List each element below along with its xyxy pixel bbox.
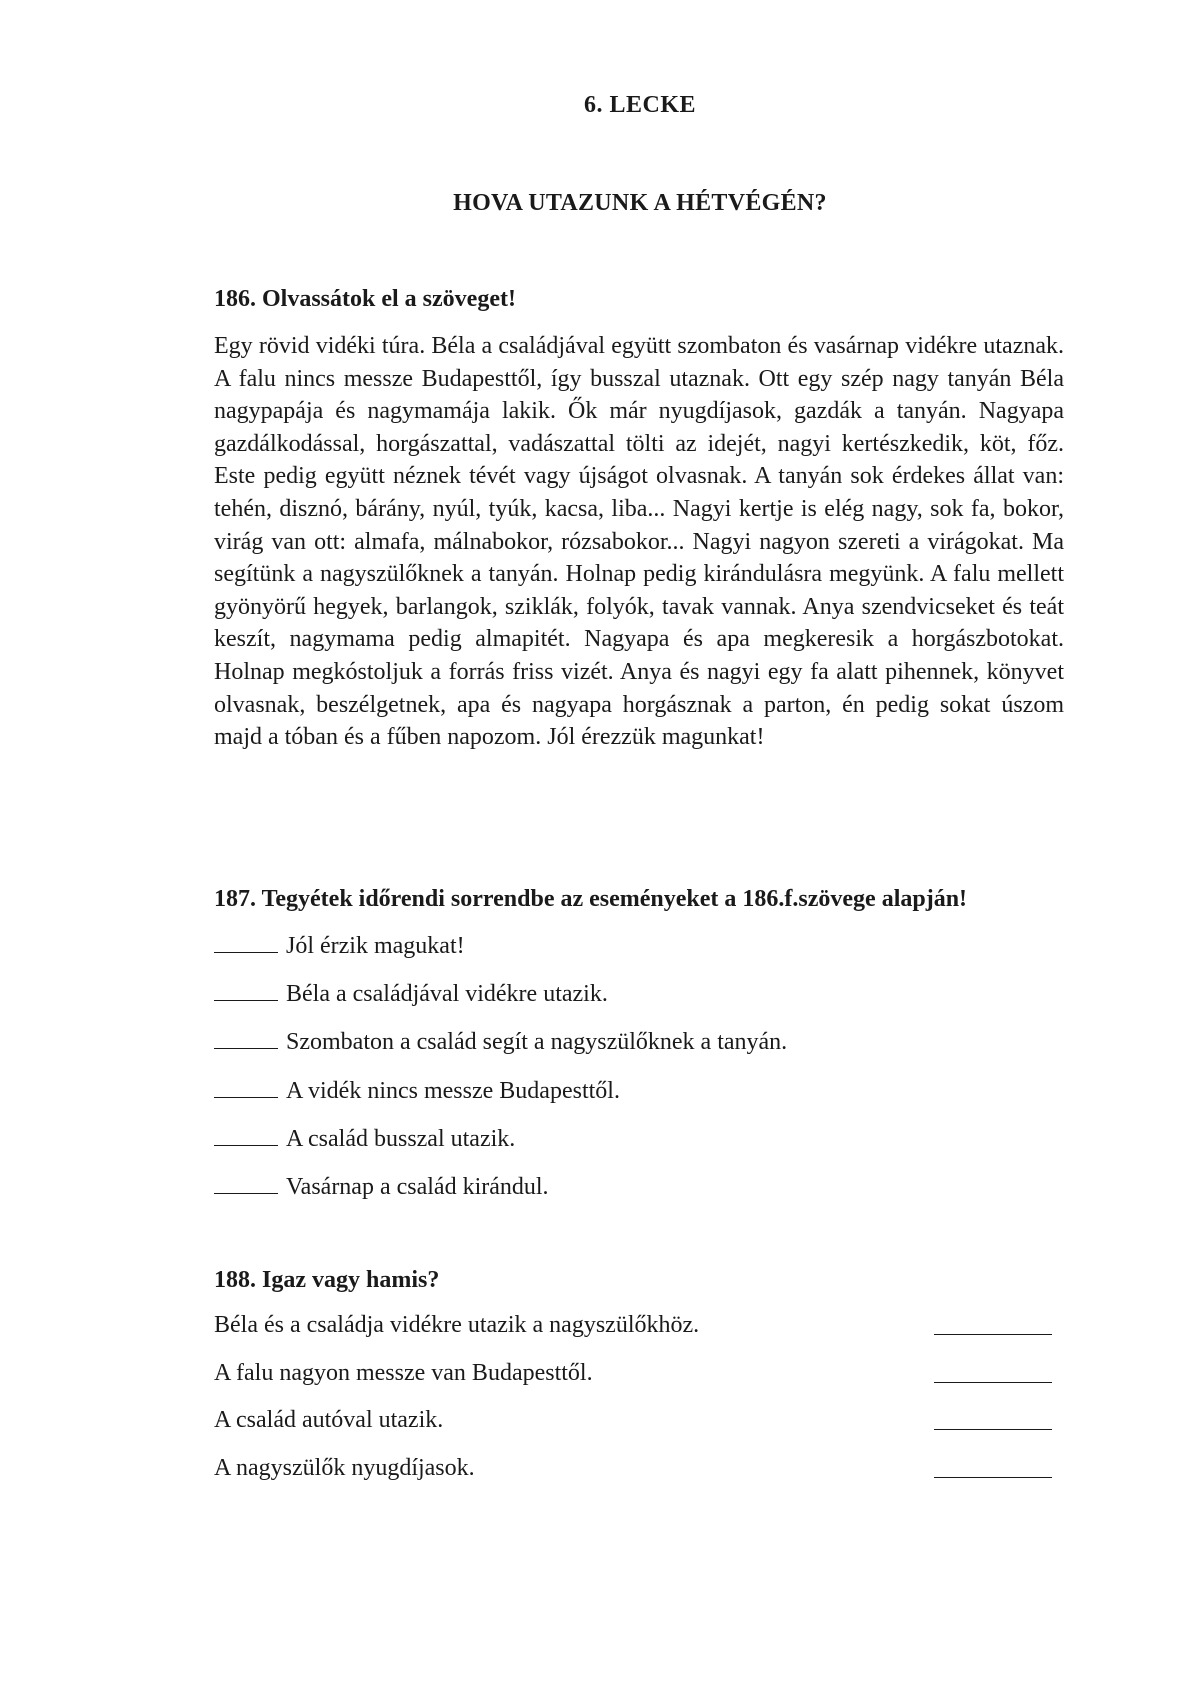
true-false-answer-blank[interactable] <box>934 1429 1052 1430</box>
ordering-item <box>214 1123 787 1171</box>
ordering-list <box>214 930 787 1219</box>
order-answer-blank[interactable] <box>214 1075 278 1098</box>
ordering-item <box>214 978 787 1026</box>
ordering-item-text: A család busszal utazik. <box>286 1125 516 1152</box>
exercise-187-heading: 187. Tegyétek időrendi sorrendbe az eseményeket a 186.f.szövege alapján! <box>214 886 968 912</box>
order-answer-blank[interactable] <box>214 930 278 953</box>
true-false-answer-blank[interactable] <box>934 1477 1052 1478</box>
ordering-item <box>214 930 787 978</box>
order-answer-blank[interactable] <box>214 978 278 1001</box>
exercise-186-heading: 186. Olvassátok el a szöveget! <box>214 286 516 312</box>
true-false-item <box>214 1360 1064 1408</box>
order-answer-blank[interactable] <box>214 1026 278 1049</box>
statement-text: Béla és a családja vidékre utazik a nagyszülőkhöz. <box>214 1312 700 1338</box>
statement-text: A falu nagyon messze van Budapesttől. <box>214 1359 593 1386</box>
true-false-item <box>214 1312 1064 1360</box>
ordering-item <box>214 1171 787 1219</box>
ordering-item <box>214 1075 787 1123</box>
order-answer-blank[interactable] <box>214 1171 278 1194</box>
true-false-item <box>214 1455 1064 1503</box>
ordering-item-text: Szombaton a család segít a nagyszülőknek a tanyán. <box>286 1029 788 1056</box>
order-answer-blank[interactable] <box>214 1123 278 1146</box>
exercise-188-heading: 188. Igaz vagy hamis? <box>214 1267 440 1293</box>
ordering-item-text: Béla a családjával vidékre utazik. <box>286 981 608 1008</box>
statement-text: A nagyszülők nyugdíjasok. <box>214 1455 475 1482</box>
lesson-number: 6. LECKE <box>583 92 697 118</box>
true-false-list <box>214 1312 1064 1503</box>
ordering-item <box>214 1026 787 1074</box>
reading-text: Egy rövid vidéki túra. Béla a családjával együtt szombaton és vasárnap vidékre utaznak. A falu nincs messze Budapesttől, így busszal utaznak. Ott egy szép nagy tanyán Béla nagypapája és nagymamája lakik. Ők már nyugdíjasok, gazdák a tanyán. Nagyapa gazdálkodással, horgászattal, vadászattal tölti az idejét, nagyi kertészkedik, köt, főz. Este pedig együtt néznek tévét vagy újságot olvasnak. A tanyán sok érdekes állat van: tehén, disznó, bárány, nyúl, tyúk, kacsa, liba... Nagyi kertje is elég nagy, sok fa, bokor, virág van ott: almafa, málnabokor, rózsabokor... Nagyi nagyon szereti a virágokat. Ma segítünk a nagyszülőknek a tanyán. Holnap pedig kirándulásra megyünk. A falu mellett gyönyörű hegyek, barlangok, sziklák, folyók, tavak vannak. Anya szendvicseket és teát keszít, nagymama pedig almapitét. Nagyapa és apa megkeresik a horgászbotokat. Holnap megkóstoljuk a forrás friss vizét. Anya és nagyi egy fa alatt pihennek, könyvet olvasnak, beszélgetnek, apa és nagyapa horgásznak a parton, én pedig sokat úszom majd a tóban és a fűben napozom. Jól érezzük magunkat! <box>214 333 1064 751</box>
ordering-item-text: A vidék nincs messze Budapesttől. <box>286 1077 620 1104</box>
true-false-answer-blank[interactable] <box>934 1382 1052 1383</box>
true-false-item <box>214 1407 1064 1455</box>
ordering-item-text: Vasárnap a család kirándul. <box>286 1173 549 1200</box>
lesson-title: HOVA UTAZUNK A HÉTVÉGÉN? <box>453 190 827 216</box>
true-false-answer-blank[interactable] <box>934 1334 1052 1335</box>
statement-text: A család autóval utazik. <box>214 1407 444 1434</box>
ordering-item-text: Jól érzik magukat! <box>286 933 465 959</box>
